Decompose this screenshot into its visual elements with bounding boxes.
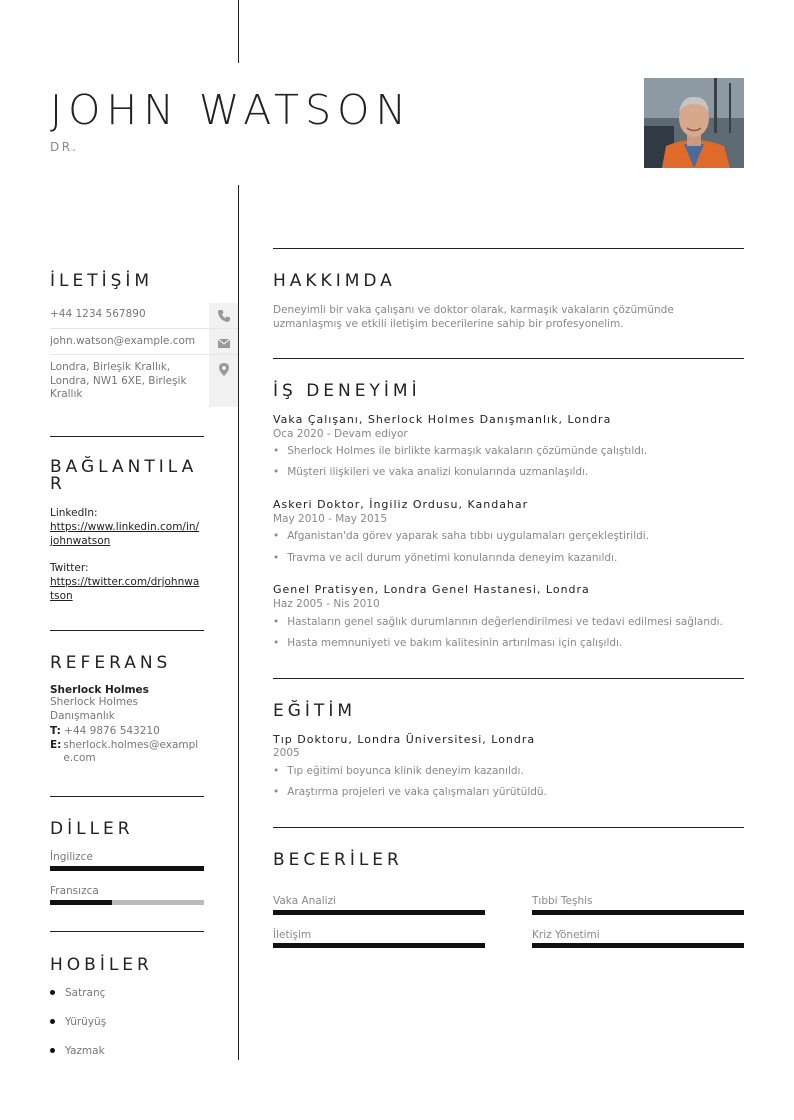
bullet-dot xyxy=(50,1048,55,1053)
twitter-block xyxy=(50,561,205,603)
language-level-track xyxy=(50,866,204,871)
job-bullet: • Hastaların genel sağlık durumlarının değerlendirilmesi ve tedavi edilmesi sağlandı. xyxy=(273,616,723,628)
twitter-label: Twitter: xyxy=(50,562,89,574)
contact-address: Londra, Birleşik Krallık, Londra, NW1 6XE, Birleşik Krallık xyxy=(50,361,187,400)
linkedin-block xyxy=(50,506,205,548)
job-date: Haz 2005 - Nis 2010 xyxy=(273,598,380,610)
skills-heading: BECERİLER xyxy=(273,850,403,870)
reference-phone: +44 9876 543210 xyxy=(64,725,160,737)
links-heading: BAĞLANTILAR xyxy=(50,457,198,494)
skill-level-bar xyxy=(273,910,485,915)
reference-name: Sherlock Holmes xyxy=(50,684,149,696)
language-level-fill xyxy=(50,900,112,905)
column-divider-line xyxy=(238,185,239,1060)
divider xyxy=(273,678,744,679)
reference-email-line xyxy=(50,739,200,766)
skill-level-bar xyxy=(273,943,485,948)
job-bullet: • Hasta memnuniyeti ve bakım kalitesinin artırılması için çalışıldı. xyxy=(273,637,622,649)
language-item xyxy=(50,851,205,871)
experience-heading: İŞ DENEYİMİ xyxy=(273,381,421,401)
job-bullet: • Travma ve acil durum yönetimi konularında deneyim kazanıldı. xyxy=(273,552,617,564)
person-title: DR. xyxy=(50,140,79,154)
language-item xyxy=(50,885,205,905)
contact-phone-row xyxy=(50,303,238,329)
job-bullet: • Müşteri ilişkileri ve vaka analizi konularında uzmanlaşıldı. xyxy=(273,466,588,478)
language-label: İngilizce xyxy=(50,851,93,863)
reference-company: Sherlock Holmes Danışmanlık xyxy=(50,696,139,722)
references-heading: REFERANS xyxy=(50,653,172,673)
job-bullet: • Afganistan'da görev yaparak saha tıbbı uygulamaları gerçekleştirildi. xyxy=(273,530,649,542)
envelope-icon xyxy=(217,336,231,350)
profile-photo xyxy=(644,78,744,168)
contact-address-row xyxy=(50,355,238,407)
contact-email: john.watson@example.com xyxy=(50,335,196,347)
skill-label: Kriz Yönetimi xyxy=(532,929,600,941)
skill-label: Vaka Analizi xyxy=(273,895,337,907)
language-level-fill xyxy=(50,866,204,871)
contact-email-row xyxy=(50,329,238,355)
job-bullet: • Sherlock Holmes ile birlikte karmaşık vakaların çözümünde çalıştıldı. xyxy=(273,445,647,457)
divider xyxy=(50,931,204,932)
top-divider-line xyxy=(238,0,239,63)
divider xyxy=(273,358,744,359)
education-bullet: • Araştırma projeleri ve vaka çalışmaları yürütüldü. xyxy=(273,786,547,798)
skill-label: İletişim xyxy=(273,929,312,941)
hobby-label: Yazmak xyxy=(65,1045,105,1057)
language-label: Fransızca xyxy=(50,885,99,897)
bullet-dot xyxy=(50,1019,55,1024)
education-bullet: • Tıp eğitimi boyunca klinik deneyim kazanıldı. xyxy=(273,765,524,777)
job-date: Oca 2020 - Devam ediyor xyxy=(273,428,408,440)
location-pin-icon xyxy=(217,362,231,376)
education-heading: EĞİTİM xyxy=(273,701,356,721)
hobby-item xyxy=(50,1016,106,1028)
divider xyxy=(50,630,204,631)
hobby-label: Yürüyüş xyxy=(65,1016,107,1028)
reference-block xyxy=(50,684,200,766)
email-key: E: xyxy=(50,738,62,751)
phone-icon xyxy=(217,309,231,323)
hobby-item xyxy=(50,1045,105,1057)
linkedin-label: LinkedIn: xyxy=(50,507,98,519)
divider xyxy=(50,796,204,797)
about-heading: HAKKIMDA xyxy=(273,271,396,291)
twitter-link[interactable]: https://twitter.com/drjohnwatson xyxy=(50,576,200,602)
education-date: 2005 xyxy=(273,747,300,759)
hobby-label: Satranç xyxy=(65,987,106,999)
divider xyxy=(273,827,744,828)
reference-email: sherlock.holmes@example.com xyxy=(63,738,199,764)
phone-key: T: xyxy=(50,725,61,737)
about-text: Deneyimli bir vaka çalışanı ve doktor olarak, karmaşık vakaların çözümünde uzmanlaşmış ve etkili iletişim becerilerine sahip bir profesyonelim. xyxy=(273,304,674,330)
contact-phone: +44 1234 567890 xyxy=(50,308,146,320)
skill-level-bar xyxy=(532,910,744,915)
job-title: Askeri Doktor, İngiliz Ordusu, Kandahar xyxy=(273,498,529,511)
job-title: Genel Pratisyen, Londra Genel Hastanesi, Londra xyxy=(273,583,590,596)
skill-label: Tıbbi Teşhis xyxy=(532,895,593,907)
job-date: May 2010 - May 2015 xyxy=(273,513,387,525)
divider xyxy=(273,248,744,249)
bullet-dot xyxy=(50,990,55,995)
contact-heading: İLETİŞİM xyxy=(50,271,154,291)
hobbies-heading: HOBİLER xyxy=(50,955,153,975)
education-title: Tıp Doktoru, Londra Üniversitesi, Londra xyxy=(273,733,536,746)
languages-heading: DİLLER xyxy=(50,819,134,839)
job-title: Vaka Çalışanı, Sherlock Holmes Danışmanlık, Londra xyxy=(273,413,612,426)
divider xyxy=(50,436,204,437)
linkedin-link[interactable]: https://www.linkedin.com/in/johnwatson xyxy=(50,521,200,547)
language-level-track xyxy=(50,900,204,905)
reference-phone-line xyxy=(50,725,200,739)
person-name: JOHN WATSON xyxy=(50,86,413,134)
skill-level-bar xyxy=(532,943,744,948)
hobby-item xyxy=(50,987,105,999)
